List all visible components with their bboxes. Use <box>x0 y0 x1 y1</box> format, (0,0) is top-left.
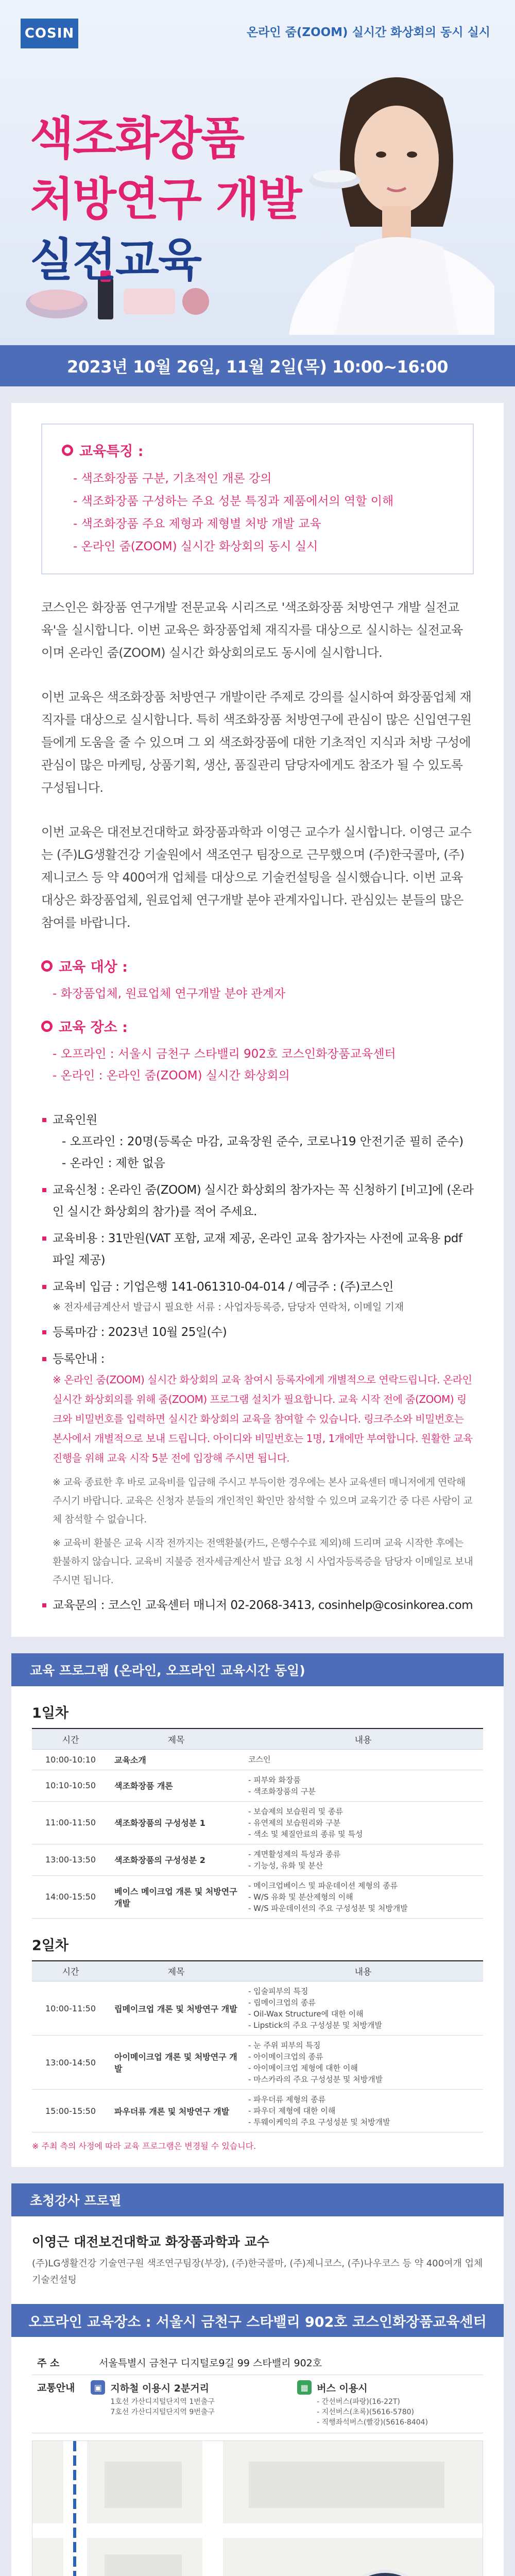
day-label: 1일차 <box>32 1705 68 1721</box>
subway-icon: ▣ <box>91 2380 105 2395</box>
session-content <box>243 1875 483 1918</box>
instructor-desc: (주)LG생활건강 기술연구원 색조연구팀장(부장), (주)한국콜마, (주)제니코스, (주)나우코스 등 약 400여개 업체 기술컨설팅 <box>32 2258 483 2285</box>
session-content <box>243 1770 483 1801</box>
circle-bullet-icon <box>41 960 53 972</box>
account-info: 교육비 입금 : 기업은행 141-061310-04-014 / 예금주 : (주)코스인 <box>41 1276 474 1298</box>
session-time: 13:00-14:50 <box>32 2036 109 2090</box>
session-title: 아이메이크업 개론 및 처방연구 개발 <box>109 2036 243 2090</box>
program-day <box>32 1934 483 2133</box>
content-line: - 파우더류 제형의 종류 <box>248 2095 326 2104</box>
intro-paragraph-2: 이번 교육은 색조화장품 처방연구 개발이란 주제로 강의를 실시하여 화장품업체 재직자를 대상으로 실시합니다. 특히 색조화장품 처방연구에 관심이 많은 신입연구원들에게 도움을 줄 수 있으며 그 외 색조화장품에 대한 기초적인 지식과 처방 구성에 관심이 많은 마케팅, 상품기획, 생산, 품질관리 담당자에게도 참조가 될 수 있도록 구성됩니다. <box>41 690 472 795</box>
target-item: - 화장품업체, 원료업체 연구개발 분야 관계자 <box>53 987 286 1001</box>
bus-info <box>297 2380 483 2428</box>
model-image <box>273 57 494 335</box>
circle-bullet-icon <box>62 445 73 456</box>
location-section-bar: 오프라인 교육장소 : 서울시 금천구 스타밸리 902호 코스인화장품교육센터 <box>11 2304 504 2337</box>
session-content <box>243 1749 483 1770</box>
address-row <box>32 2350 483 2375</box>
subway-title-row <box>91 2380 277 2395</box>
quota-item: - 오프라인 : 20명(등록순 마감, 교육장원 준수, 코로나19 안전기준 필히 준수) <box>62 1135 464 1148</box>
quota-item: - 온라인 : 제한 없음 <box>62 1157 165 1170</box>
venue-heading-text: 교육 장소 : <box>59 1020 128 1036</box>
table-row <box>32 2036 483 2090</box>
feature-item: - 온라인 줌(ZOOM) 실시간 화상회의 동시 실시 <box>73 540 318 553</box>
bus-detail: - 간선버스(파랑)(16-22T) <box>317 2398 400 2406</box>
quota-label: 교육인원 <box>41 1109 474 1131</box>
content-line: 코스인 <box>248 1755 271 1764</box>
notice-label: 등록안내 : <box>41 1348 474 1370</box>
cosin-logo[interactable]: COSIN <box>21 19 78 48</box>
notice-policy: ※ 교육 종료한 후 바로 교육비를 입금해 주시고 부득이한 경우에는 본사 교육센터 매니저에게 연락해 주시기 바랍니다. 교육은 신청자 분들의 개인적인 확인만 참석할 수 있으며 교육기간 중 다른 사람이 교체 참석할 수 없습니다. <box>53 1477 473 1525</box>
instructor-section-bar: 초청강사 프로필 <box>11 2183 504 2216</box>
bus-title-row <box>297 2380 483 2395</box>
header-title: 제목 <box>109 1728 243 1749</box>
notice-refund: ※ 교육비 환불은 교육 시작 전까지는 전액환불(카드, 은행수수료 제외)해 드리며 교육 시작한 후에는 환불하지 않습니다. 교육비 지불증 전자세금계산서 발급 요청 시 사업자등록증을 담당자 이메일로 보내주시면 됩니다. <box>53 1537 473 1586</box>
session-title: 색조화장품 개론 <box>109 1770 243 1801</box>
hero-title-line-1: 색조화장품 <box>30 112 244 165</box>
content-line: - 피부와 화장품 <box>248 1775 301 1785</box>
header-content: 내용 <box>243 1961 483 1981</box>
table-row <box>32 1875 483 1918</box>
session-title: 베이스 메이크업 개론 및 처방연구 개발 <box>109 1875 243 1918</box>
event-date: 2023년 10월 26일, 11월 2일(목) 10:00~16:00 <box>66 357 449 377</box>
transit-row <box>32 2375 483 2433</box>
content-line: - 립메이크업의 종류 <box>248 1998 316 2007</box>
account-note: ※ 전자세금계산서 발급시 필요한 서류 : 사업자등록증, 담당자 연락처, 이메일 기재 <box>53 1301 404 1313</box>
target-block <box>41 956 474 1005</box>
feature-item: - 색조화장품 구성하는 주요 성분 특징과 제품에서의 역할 이해 <box>73 495 394 508</box>
transit-options <box>91 2380 483 2428</box>
content-line: - 마스카라의 주요 구성성분 및 처방개발 <box>248 2075 383 2084</box>
table-row <box>32 1844 483 1875</box>
fee-info: 교육비용 : 31만원(VAT 포함, 교재 제공, 온라인 교육 참가자는 사전에 교육용 pdf 파일 제공) <box>41 1228 474 1271</box>
content-line: - Lipstick의 주요 구성성분 및 처방개발 <box>248 2021 382 2030</box>
content-line: - 아이메이크업의 종류 <box>248 2052 323 2061</box>
subway-detail: 1호선 가산디지털단지역 1번출구 <box>110 2398 215 2406</box>
program-table <box>32 1960 483 2133</box>
hero-banner <box>0 0 515 345</box>
table-row <box>32 2090 483 2132</box>
features-heading <box>62 440 453 460</box>
content-line: - 보습제의 보습원리 및 종류 <box>248 1806 343 1816</box>
session-content <box>243 1981 483 2036</box>
subway-info <box>91 2380 277 2428</box>
session-time: 13:00-13:50 <box>32 1844 109 1875</box>
intro-paragraph-1: 코스인은 화장품 연구개발 전문교육 시리즈로 '색조화장품 처방연구 개발 실전교육'을 실시합니다. 이번 교육은 화장품업체 재직자를 대상으로 실시하는 실전교육이며 온라인 줌(ZOOM) 실시간 화상회의로도 동시에 실시합니다. <box>41 600 463 660</box>
table-row <box>32 1770 483 1801</box>
venue-heading <box>41 1016 474 1036</box>
content-line: - 투웨이케익의 주요 구성성분 및 처방개발 <box>248 2117 390 2127</box>
venue-item: - 오프라인 : 서울시 금천구 스타밸리 902호 코스인화장품교육센터 <box>53 1047 396 1061</box>
intro-card <box>11 403 504 1637</box>
notice-online: ※ 온라인 줌(ZOOM) 실시간 화상회의 교육 참여시 등록자에게 개별적으로 연락드립니다. 온라인 실시간 화상회의를 위해 줌(ZOOM) 프로그램 설치가 필요합니다. 교육 시작 전에 줌(ZOOM) 링크와 비밀번호를 입력하면 실시간 화상회의 교육을 참여할 수 있습니다. 링크주소와 비밀번호는 본사에서 개별적으로 보내 드립니다. 아이디와 비밀번호는 1명, 1개에만 부여합니다. 원활한 교육 진행을 위해 교육 시작 5분 전에 입장해 주시면 됩니다. <box>53 1374 473 1464</box>
transit-key: 교통안내 <box>37 2382 75 2394</box>
program-note: ※ 주최 측의 사정에 따라 교육 프로그램은 변경될 수 있습니다. <box>32 2141 256 2151</box>
address-key: 주 소 <box>37 2358 60 2369</box>
table-row <box>32 1981 483 2036</box>
hero-tagline: 온라인 줌(ZOOM) 실시간 화상회의 동시 실시 <box>247 26 490 39</box>
content-line: - 입술피부의 특징 <box>248 1987 308 1996</box>
location-map[interactable] <box>32 2441 483 2576</box>
instructor-name: 이영근 대전보건대학교 화장품과학과 교수 <box>32 2234 269 2249</box>
subway-title: 지하철 이용시 2분거리 <box>110 2382 209 2394</box>
content-line: - 파우더 제형에 대한 이해 <box>248 2106 336 2115</box>
program-section-bar: 교육 프로그램 (온라인, 오프라인 교육시간 동일) <box>11 1653 504 1686</box>
session-time: 10:10-10:50 <box>32 1770 109 1801</box>
content-line: - Oil-Wax Structure에 대한 이해 <box>248 2009 364 2019</box>
date-bar <box>0 345 515 386</box>
content-line: - 눈 주위 피부의 특징 <box>248 2041 321 2050</box>
venue-item: - 온라인 : 온라인 줌(ZOOM) 실시간 화상회의 <box>53 1069 290 1082</box>
session-time: 11:00-11:50 <box>32 1801 109 1844</box>
day-label: 2일차 <box>32 1937 68 1954</box>
map-roads <box>32 2441 483 2576</box>
details-list <box>41 1109 474 1616</box>
feature-item: - 색조화장품 구분, 기초적인 개론 강의 <box>73 472 272 485</box>
session-content <box>243 1844 483 1875</box>
session-content <box>243 2090 483 2132</box>
content-line: - 메이크업베이스 및 파운데이션 제형의 종류 <box>248 1880 398 1890</box>
bus-icon: ▦ <box>297 2380 312 2395</box>
session-title: 색조화장품의 구성성분 2 <box>109 1844 243 1875</box>
intro-paragraph-3: 이번 교육은 대전보건대학교 화장품과학과 이영근 교수가 실시합니다. 이영근 교수는 (주)LG생활건강 기술원에서 색조연구 팀장으로 근무했으며 (주)한국콜마, (주)제니코스 등 약 400여개 업체를 대상으로 기술컨설팅을 실시했습니다. 이번 교육대상은 화장품업체, 원료업체 연구개발 분야 관계자입니다. 관심있는 분들의 많은 참여를 바랍니다. <box>41 825 472 930</box>
program-table <box>32 1728 483 1919</box>
contact-info[interactable]: 교육문의 : 코스인 교육센터 매니저 02-2068-3413, cosinhelp@cosinkorea.com <box>41 1595 474 1616</box>
header-content: 내용 <box>243 1728 483 1749</box>
features-box <box>41 423 474 574</box>
content-line: - 유연제의 보습원리와 구분 <box>248 1818 341 1827</box>
features-heading-text: 교육특징 : <box>79 444 144 460</box>
header-title: 제목 <box>109 1961 243 1981</box>
instructor-card <box>11 2216 504 2304</box>
session-time: 10:00-11:50 <box>32 1981 109 2036</box>
content-line: - W/S 유화 및 분산제형의 이해 <box>248 1892 353 1902</box>
address-value: 서울특별시 금천구 디지털로9길 99 스타밸리 902호 <box>99 2358 322 2369</box>
feature-item: - 색조화장품 주요 제형과 제형별 처방 개발 교육 <box>73 517 321 531</box>
content-line: - 기능성, 유화 및 분산 <box>248 1860 323 1870</box>
hero-title <box>30 108 301 291</box>
content <box>0 386 515 2576</box>
session-time: 10:00-10:10 <box>32 1749 109 1770</box>
program-day <box>32 1702 483 1919</box>
session-title: 색조화장품의 구성성분 1 <box>109 1801 243 1844</box>
content-line: - 색소 및 체질안료의 종류 및 특성 <box>248 1829 363 1839</box>
content-line: - 계면활성제의 특성과 종류 <box>248 1849 341 1859</box>
circle-bullet-icon <box>41 1021 53 1032</box>
deadline-info: 등록마감 : 2023년 10월 25일(수) <box>41 1321 474 1343</box>
bus-title: 버스 이용시 <box>317 2382 368 2394</box>
bus-detail: - 지선버스(초록)(5616-5780) <box>317 2408 414 2416</box>
content-line: - W/S 파운데이션의 주요 구성성분 및 처방개발 <box>248 1903 408 1913</box>
session-content <box>243 2036 483 2090</box>
program-days <box>32 1702 483 2132</box>
venue-block <box>41 1016 474 1087</box>
session-content <box>243 1801 483 1844</box>
target-heading-text: 교육 대상 : <box>59 959 128 975</box>
header-time: 시간 <box>32 1961 109 1981</box>
subway-detail: 7호선 가산디지털단지역 9번출구 <box>110 2408 215 2416</box>
table-row <box>32 1801 483 1844</box>
bus-detail: - 직행좌석버스(빨강)(5616-8404) <box>317 2418 428 2427</box>
session-time: 14:00-15:50 <box>32 1875 109 1918</box>
session-time: 15:00-15:50 <box>32 2090 109 2132</box>
session-title: 파우더류 개론 및 처방연구 개발 <box>109 2090 243 2132</box>
content-line: - 색조화장품의 구분 <box>248 1786 316 1796</box>
session-title: 교육소개 <box>109 1749 243 1770</box>
hero-title-line-2: 처방연구 개발 <box>30 173 301 226</box>
content-line: - 아이메이크업 제형에 대한 이해 <box>248 2063 358 2073</box>
hero-title-line-3: 실전교육 <box>30 233 201 286</box>
location-card <box>11 2337 504 2576</box>
header-time: 시간 <box>32 1728 109 1749</box>
apply-info: 교육신청 : 온라인 줌(ZOOM) 실시간 화상회의 참가자는 꼭 신청하기 [비고]에 (온라인 실시간 화상회의 참가)를 적어 주세요. <box>41 1179 474 1223</box>
session-title: 립메이크업 개론 및 처방연구 개발 <box>109 1981 243 2036</box>
program-card <box>11 1686 504 2167</box>
table-row <box>32 1749 483 1770</box>
target-heading <box>41 956 474 976</box>
